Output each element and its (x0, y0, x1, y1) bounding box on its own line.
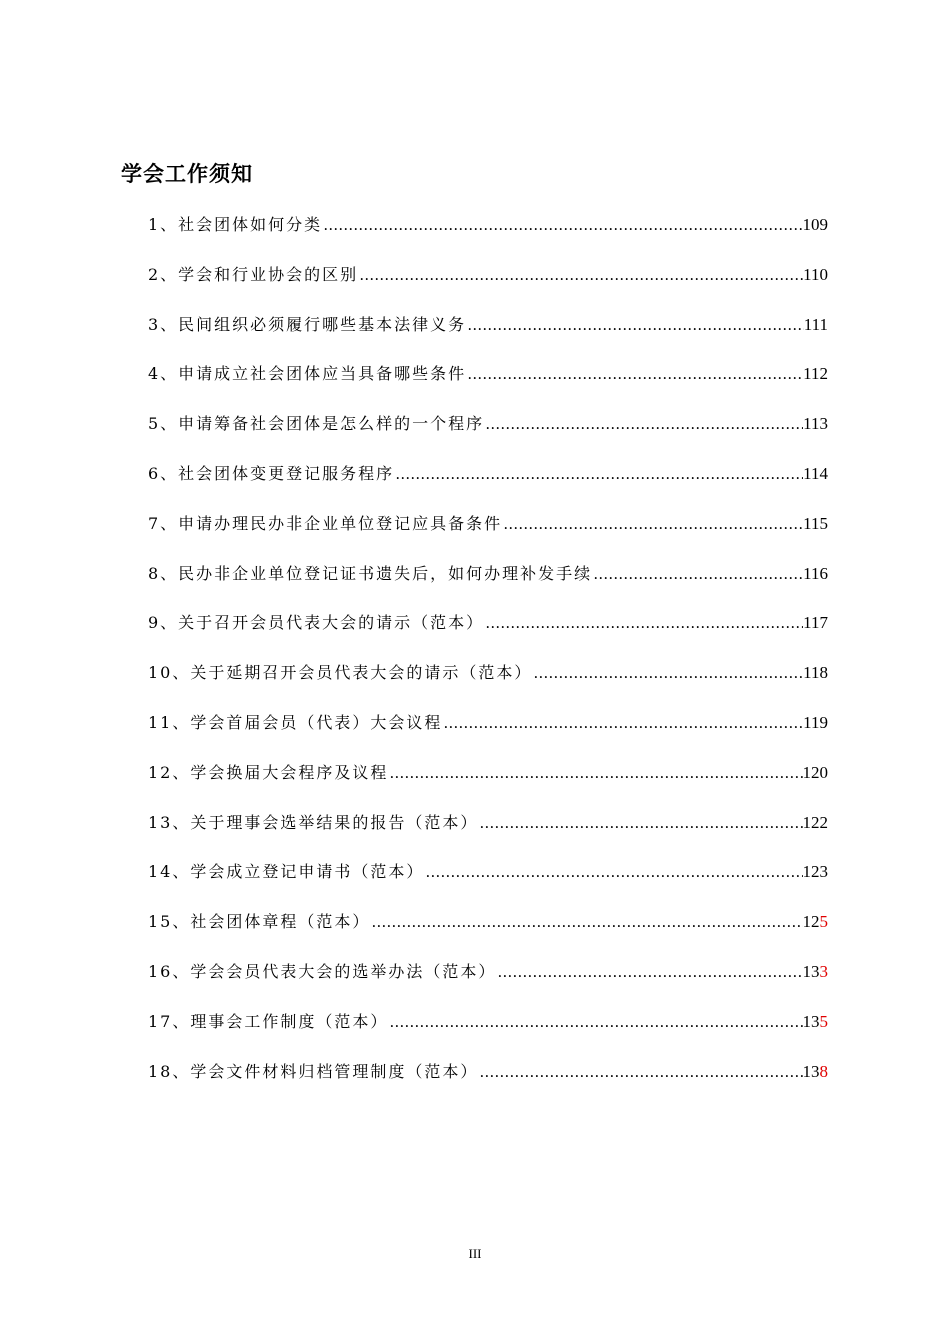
page-number: III (468, 1246, 482, 1261)
toc-entry-title: 5、申请筹备社会团体是怎么样的一个程序 (148, 414, 485, 434)
toc-entry[interactable] (148, 461, 828, 511)
dot-leader (359, 266, 803, 284)
dot-leader (467, 365, 803, 383)
toc-entry-title: 13、关于理事会选举结果的报告（范本） (148, 812, 479, 832)
toc-entry-title: 8、民办非企业单位登记证书遗失后，如何办理补发手续 (148, 563, 593, 583)
toc-entry[interactable] (148, 262, 828, 312)
dot-leader (425, 863, 802, 881)
dot-leader (485, 415, 803, 433)
toc-entry-title: 17、理事会工作制度（范本） (148, 1011, 389, 1031)
toc-entry-page: 112 (803, 364, 828, 384)
toc-entry-page: 123 (802, 862, 828, 882)
toc-entry-title: 4、申请成立社会团体应当具备哪些条件 (148, 364, 467, 384)
toc-entry[interactable] (148, 212, 828, 262)
toc-entry-page: 135 (802, 1011, 828, 1031)
dot-leader (497, 963, 802, 981)
toc-entry-page: 119 (803, 712, 828, 732)
toc-entry-title: 11、学会首届会员（代表）大会议程 (148, 712, 443, 732)
toc-entry-page: 116 (803, 563, 828, 583)
dot-leader (503, 515, 803, 533)
dot-leader (533, 664, 803, 682)
table-of-contents (148, 212, 828, 1108)
toc-entry-title: 16、学会会员代表大会的选举办法（范本） (148, 961, 497, 981)
toc-entry-page: 110 (803, 264, 828, 284)
toc-entry-title: 12、学会换届大会程序及议程 (148, 762, 389, 782)
toc-entry-title: 18、学会文件材料归档管理制度（范本） (148, 1061, 479, 1081)
toc-entry-page: 125 (802, 912, 828, 932)
toc-entry-title: 2、学会和行业协会的区别 (148, 264, 359, 284)
toc-entry-title: 14、学会成立登记申请书（范本） (148, 862, 425, 882)
toc-entry-page: 111 (803, 314, 828, 334)
toc-entry-page: 138 (802, 1061, 828, 1081)
toc-entry-title: 7、申请办理民办非企业单位登记应具备条件 (148, 513, 503, 533)
toc-entry[interactable] (148, 610, 828, 660)
toc-entry[interactable] (148, 909, 828, 959)
dot-leader (479, 814, 802, 832)
toc-entry-page: 117 (803, 613, 828, 633)
toc-entry-page: 118 (803, 663, 828, 683)
dot-leader (395, 465, 803, 483)
toc-entry-page: 120 (802, 762, 828, 782)
toc-entry[interactable] (148, 561, 828, 611)
toc-entry-title: 15、社会团体章程（范本） (148, 912, 371, 932)
toc-entry[interactable] (148, 760, 828, 810)
dot-leader (593, 565, 803, 583)
dot-leader (371, 913, 802, 931)
toc-entry[interactable] (148, 660, 828, 710)
toc-entry-title: 3、民间组织必须履行哪些基本法律义务 (148, 314, 467, 334)
toc-entry[interactable] (148, 1009, 828, 1059)
toc-entry-page: 109 (802, 215, 828, 234)
dot-leader (467, 316, 804, 334)
toc-entry-title: 9、关于召开会员代表大会的请示（范本） (148, 613, 485, 633)
dot-leader (479, 1063, 802, 1081)
dot-leader (389, 764, 802, 782)
toc-entry-page: 133 (802, 961, 828, 981)
toc-entry-page: 114 (803, 463, 828, 483)
toc-entry[interactable] (148, 710, 828, 760)
dot-leader (443, 714, 803, 732)
toc-entry[interactable] (148, 511, 828, 561)
toc-entry[interactable] (148, 361, 828, 411)
dot-leader (389, 1013, 802, 1031)
toc-entry-title: 1、社会团体如何分类 (148, 215, 323, 234)
dot-leader (485, 614, 803, 632)
toc-entry[interactable] (148, 1059, 828, 1109)
toc-entry[interactable] (148, 810, 828, 860)
toc-entry-title: 6、社会团体变更登记服务程序 (148, 463, 395, 483)
toc-entry[interactable] (148, 312, 828, 362)
toc-entry[interactable] (148, 411, 828, 461)
toc-entry-page: 122 (802, 812, 828, 832)
toc-entry[interactable] (148, 959, 828, 1009)
toc-entry-page: 115 (803, 513, 828, 533)
section-heading: 学会工作须知 (121, 162, 253, 186)
toc-entry-title: 10、关于延期召开会员代表大会的请示（范本） (148, 663, 533, 683)
toc-entry-page: 113 (803, 414, 828, 434)
dot-leader (323, 216, 802, 234)
toc-entry[interactable] (148, 859, 828, 909)
